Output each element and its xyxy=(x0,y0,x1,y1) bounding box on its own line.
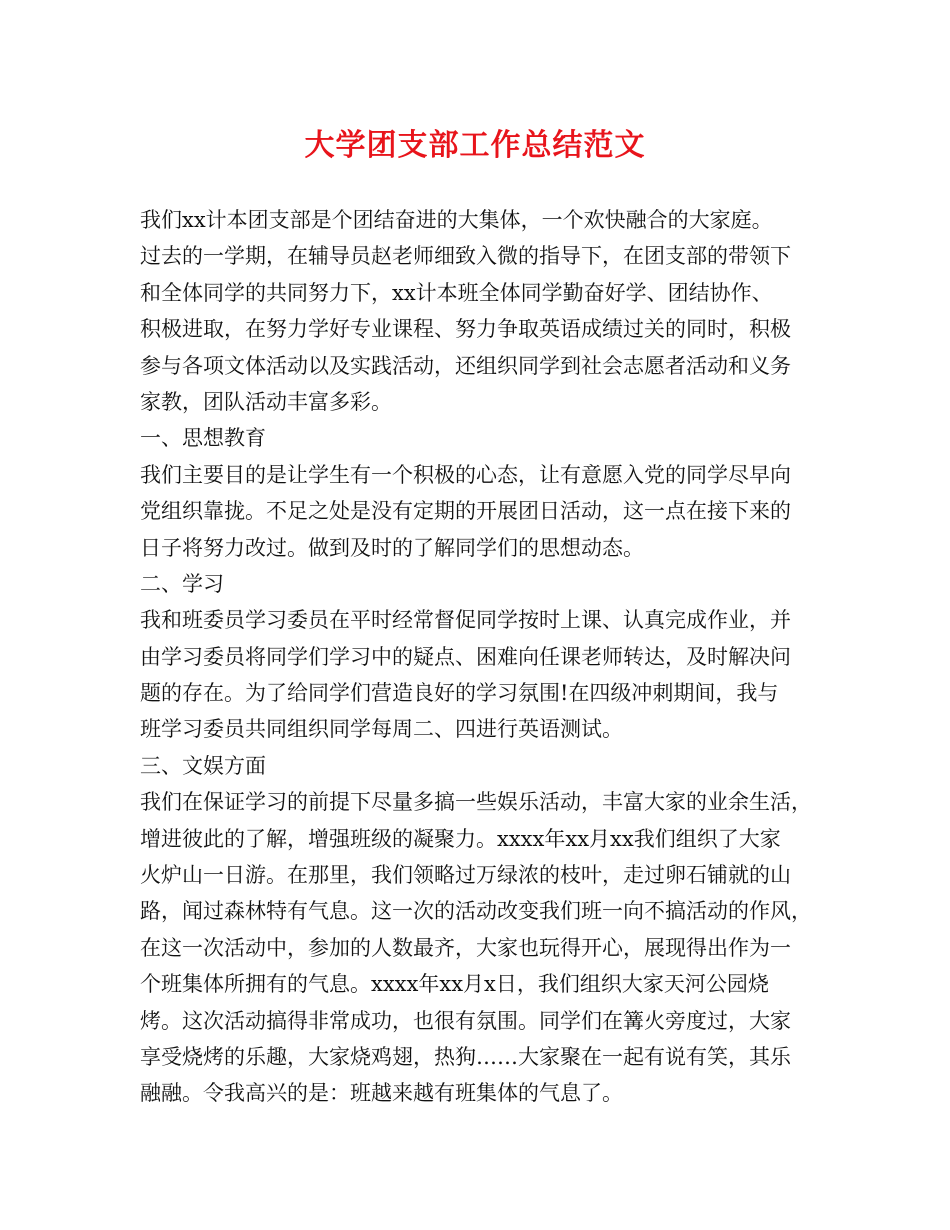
body-line: 我们主要目的是让学生有一个积极的心态，让有意愿入党的同学尽早向 xyxy=(140,462,791,487)
body-line: 参与各项文体活动以及实践活动，还组织同学到社会志愿者活动和义务 xyxy=(140,353,791,378)
body-line: 由学习委员将同学们学习中的疑点、困难向任课老师转达，及时解决问 xyxy=(140,644,791,669)
body-line: 火炉山一日游。在那里，我们领略过万绿浓的枝叶，走过卵石铺就的山 xyxy=(140,863,791,888)
body-line: 融融。令我高兴的是：班越来越有班集体的气息了。 xyxy=(140,1081,623,1106)
section-heading: 二、学习 xyxy=(140,571,224,596)
body-line: 和全体同学的共同努力下，xx计本班全体同学勤奋好学、团结协作、 xyxy=(140,280,773,305)
body-line: 家教，团队活动丰富多彩。 xyxy=(140,389,392,414)
body-line: 题的存在。为了给同学们营造良好的学习氛围!在四级冲刺期间，我与 xyxy=(140,681,779,706)
body-line: 我们在保证学习的前提下尽量多搞一些娱乐活动，丰富大家的业余生活， xyxy=(140,790,812,815)
body-line: 班学习委员共同组织同学每周二、四进行英语测试。 xyxy=(140,717,623,742)
body-line: 党组织靠拢。不足之处是没有定期的开展团日活动，这一点在接下来的 xyxy=(140,499,791,524)
body-line: 个班集体所拥有的气息。xxxx年xx月x日，我们组织大家天河公园烧 xyxy=(140,972,769,997)
body-line: 享受烧烤的乐趣，大家烧鸡翅，热狗……大家聚在一起有说有笑，其乐 xyxy=(140,1044,791,1069)
section-heading: 三、文娱方面 xyxy=(140,753,266,778)
body-line: 在这一次活动中，参加的人数最齐，大家也玩得开心，展现得出作为一 xyxy=(140,935,791,960)
document-title: 大学团支部工作总结范文 xyxy=(304,128,646,163)
body-line: 日子将努力改过。做到及时的了解同学们的思想动态。 xyxy=(140,535,644,560)
body-line: 烤。这次活动搞得非常成功，也很有氛围。同学们在篝火旁度过，大家 xyxy=(140,1008,791,1033)
document-body xyxy=(140,202,822,1112)
body-line: 积极进取，在努力学好专业课程、努力争取英语成绩过关的同时，积极 xyxy=(140,317,791,342)
body-line: 我们xx计本团支部是个团结奋进的大集体，一个欢快融合的大家庭。 xyxy=(140,208,773,232)
body-line: 我和班委员学习委员在平时经常督促同学按时上课、认真完成作业，并 xyxy=(140,608,791,633)
body-line: 增进彼此的了解，增强班级的凝聚力。xxxx年xx月xx我们组织了大家 xyxy=(140,826,781,851)
section-heading: 一、思想教育 xyxy=(140,426,266,451)
body-line: 路，闻过森林特有气息。这一次的活动改变我们班一向不搞活动的作风， xyxy=(140,899,812,924)
body-line: 过去的一学期，在辅导员赵老师细致入微的指导下，在团支部的带领下 xyxy=(140,244,791,269)
